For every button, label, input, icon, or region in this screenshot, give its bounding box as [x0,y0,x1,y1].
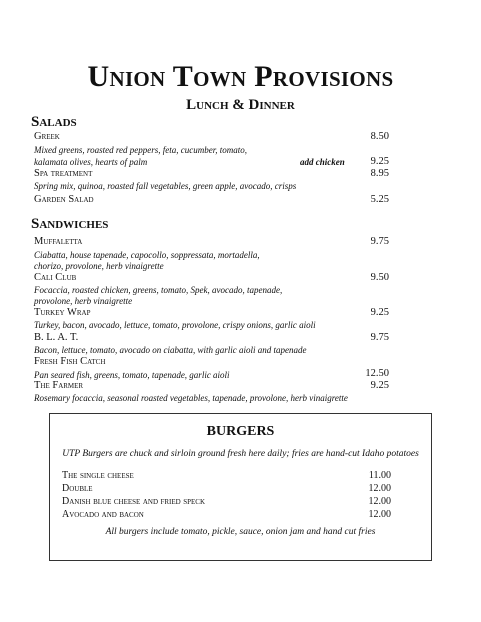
item-price: 12.00 [368,496,391,507]
item-name: B. L. A. T. [34,332,79,343]
item-name: Danish blue cheese and fried speck [62,496,206,507]
item-description: kalamata olives, hearts of palm [34,157,148,167]
item-price: 9.25 [370,307,389,318]
item-description: chorizo, provolone, herb vinaigrette [34,261,164,271]
item-price: 8.95 [370,168,389,179]
item-price: 9.75 [370,236,389,247]
item-name: The Farmer [34,380,84,391]
item-name: Avocado and bacon [62,509,144,520]
item-name: Spa treatment [34,168,93,179]
item-price: 12.00 [368,509,391,520]
item-description: Focaccia, roasted chicken, greens, tomato, Spek, avocado, tapenade, [34,285,283,295]
burgers-heading: BURGERS [206,424,275,439]
item-name: Greek [34,131,60,142]
item-description: provolone, herb vinaigrette [34,296,133,306]
salads-heading: Salads [31,114,77,130]
item-name: Muffaletta [34,236,83,247]
item-price: 8.50 [370,131,389,142]
menu-subtitle: Lunch & Dinner [186,97,295,113]
burgers-intro: UTP Burgers are chuck and sirloin ground fresh here daily; fries are hand-cut Idaho potatoes [62,449,419,459]
burgers-footer-note: All burgers include tomato, pickle, sauce, onion jam and hand cut fries [105,527,376,537]
item-description: Spring mix, quinoa, roasted fall vegetables, green apple, avocado, crisps [34,181,297,191]
addon-price: 9.25 [370,156,389,167]
item-price: 9.75 [370,332,389,343]
item-price: 12.50 [365,368,389,379]
item-name: Cali Club [34,272,77,283]
addon-label: add chicken [300,157,345,167]
menu-title: Union Town Provisions [87,60,394,93]
item-description: Bacon, lettuce, tomato, avocado on ciabatta, with garlic aioli and tapenade [34,345,307,355]
item-description: Turkey, bacon, avocado, lettuce, tomato, provolone, crispy onions, garlic aioli [34,320,316,330]
item-price: 9.50 [370,272,389,283]
item-description: Ciabatta, house tapenade, capocollo, soppressata, mortadella, [34,250,260,260]
item-name: The single cheese [62,470,134,481]
item-price: 5.25 [370,194,389,205]
sandwiches-heading: Sandwiches [31,216,109,232]
item-description: Mixed greens, roasted red peppers, feta, cucumber, tomato, [34,145,247,155]
item-price: 12.00 [368,483,391,494]
item-description: Pan seared fish, greens, tomato, tapenade, garlic aioli [34,370,230,380]
item-name: Fresh Fish Catch [34,356,106,367]
item-price: 11.00 [368,470,391,481]
item-price: 9.25 [370,380,389,391]
item-name: Garden Salad [34,194,94,205]
item-name: Double [62,483,93,494]
item-description: Rosemary focaccia, seasonal roasted vegetables, tapenade, provolone, herb vinaigrette [34,393,348,403]
item-name: Turkey Wrap [34,307,91,318]
burgers-box [49,413,432,561]
